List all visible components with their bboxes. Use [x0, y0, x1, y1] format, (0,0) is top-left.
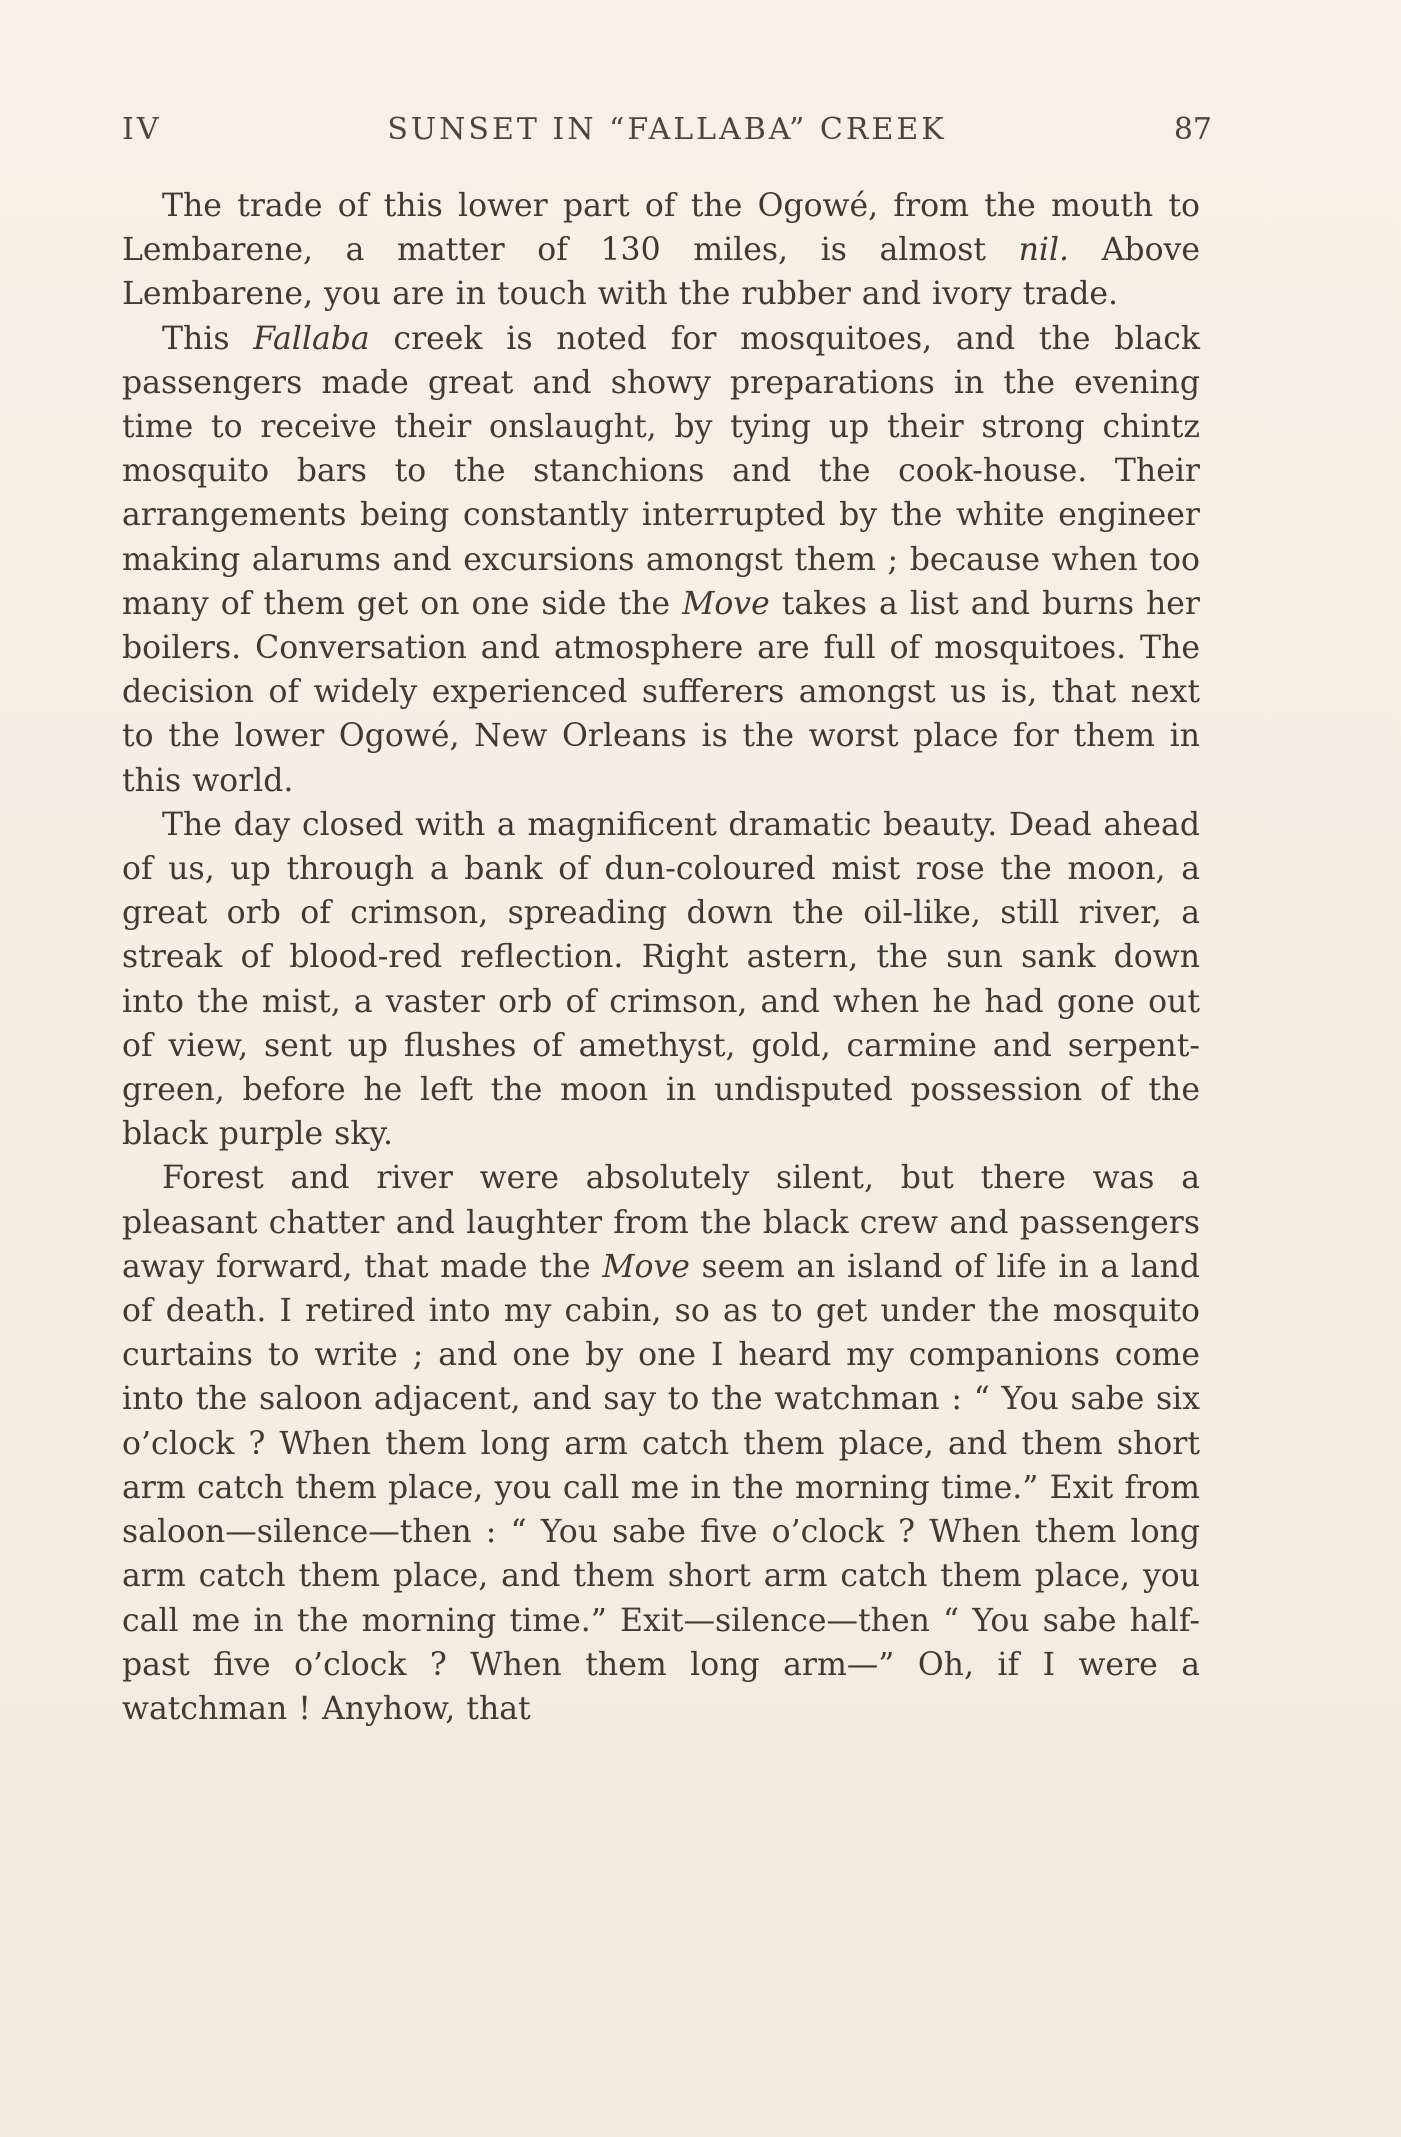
- paragraph-3: [122, 803, 1200, 1157]
- running-head: [122, 112, 1212, 162]
- paragraph-text: The day closed with a magnificent dramatic beauty. Dead ahead of us, up through a bank of dun-coloured mist rose the moon, a great orb of crimson, spreading down the oil-like, still river, a streak of blood-red reflection. Right astern, the sun sank down into the mist, a vaster orb of crimson, and when he had gone out of view, sent up flushes of amethyst, gold, carmine and serpent-green, before he left the moon in undisputed possession of the black purple sky.: [122, 806, 1200, 1153]
- italic-ship-name: Move: [602, 1248, 690, 1285]
- paragraph-1: [122, 184, 1200, 317]
- paragraph-text: takes a list and burns her boilers. Conversation and atmosphere are full of mosquitoes. The decision of widely experienced sufferers amongst us is, that next to the lower Ogowé, New Orleans is the worst place for them in this world.: [122, 585, 1200, 799]
- running-title: SUNSET IN “FALLABA” CREEK: [387, 112, 947, 147]
- paragraph-text: seem an island of life in a land of death. I retired into my cabin, so as to get under the mosquito curtains to write ; and one by one I heard my companions come into the saloon adjacent, and say to the watchman : “ You sabe six o’clock ? When them long arm catch them place, and them short arm catch them place, you call me in the morning time.” Exit from saloon—silence—then : “ You sabe five o’clock ? When them long arm catch them place, and them short arm catch them place, you call me in the morning time.” Exit—silence—then “ You sabe half-past five o’clock ? When them long arm—” Oh, if I were a watchman ! Anyhow, that: [122, 1248, 1200, 1727]
- chapter-number: IV: [122, 112, 162, 147]
- italic-ship-name: Move: [682, 585, 770, 622]
- page-number: 87: [1173, 112, 1212, 147]
- paragraph-text: The trade of this lower part of the Ogowé, from the mouth to Lembarene, a matter of 130 miles, is almost: [122, 188, 1200, 269]
- body-text: [122, 184, 1200, 1731]
- paragraph-text: creek is noted for mosquitoes, and the black passengers made great and showy preparations in the evening time to receive their onslaught, by tying up their strong chintz mosquito bars to the stanchions and the cook-house. Their arrangements being constantly interrupted by the white engineer making alarums and excursions amongst them ; because when too many of them get on one side the: [122, 320, 1200, 622]
- paragraph-2: [122, 317, 1200, 803]
- paragraph-4: [122, 1156, 1200, 1731]
- paragraph-text: Above Lembarene, you are in touch with the rubber and ivory trade.: [122, 232, 1200, 313]
- paragraph-text: This: [162, 320, 254, 357]
- italic-ship-name: Fallaba: [253, 320, 370, 357]
- italic-text: nil.: [1018, 232, 1070, 269]
- paragraph-text: Forest and river were absolutely silent, but there was a pleasant chatter and laughter from the black crew and passengers away forward, that made the: [122, 1160, 1200, 1285]
